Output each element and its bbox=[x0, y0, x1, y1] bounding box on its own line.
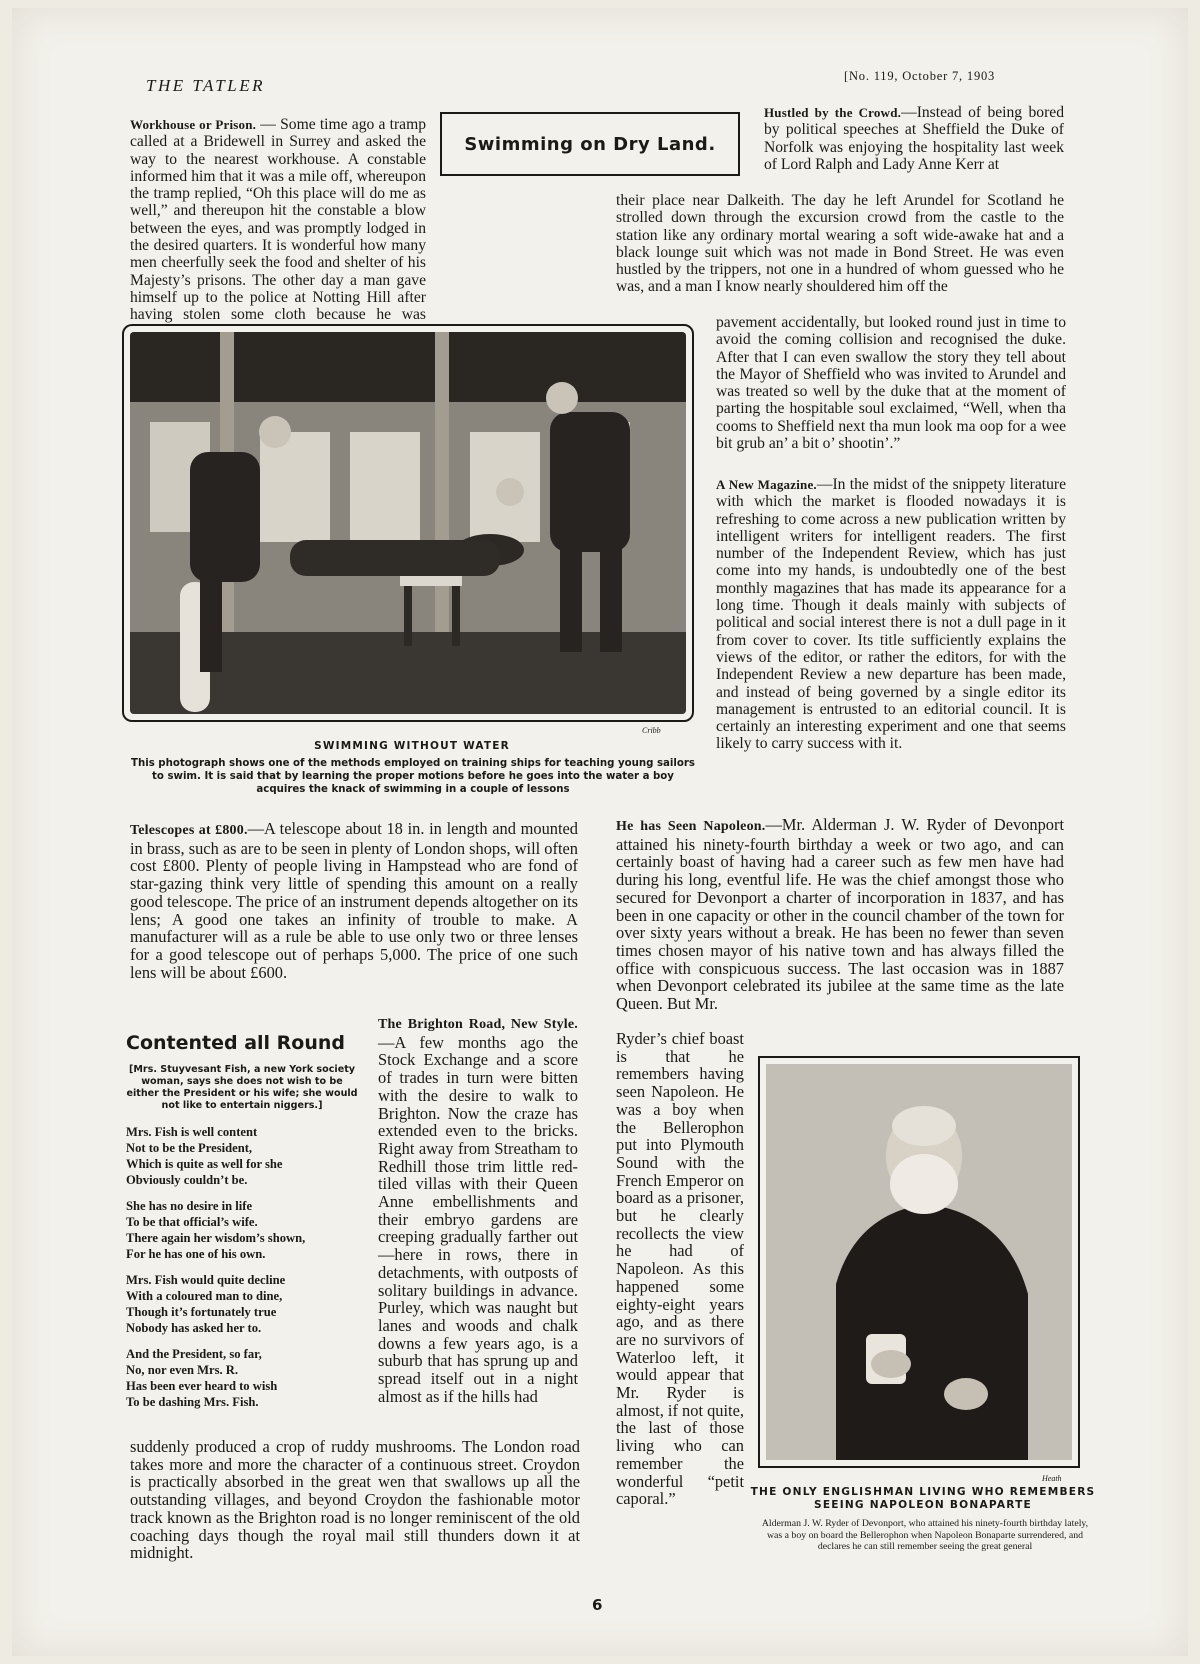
swimming-photo bbox=[130, 332, 686, 714]
hustled-text-top: —Instead of being bored by political speeches at Sheffield the Duke of Norfolk was enjoying the hospitality last week of Lord Ralph and Lady Anne Kerr at bbox=[764, 104, 1064, 173]
hustled-narrow: pavement accidentally, but looked round just in time to avoid the coming collision and recognised the duke. After that I can even swallow the story they tell about the Mayor of Sheffield who was invited to Arundel and was treated so well by the duke that at the moment of parting the hospitable soul exclaimed, “Well, when tha cooms to Sheffield next tha mun look ma oop for a wee bit grub an’ a bit o’ shootin’.” bbox=[716, 314, 1066, 453]
workhouse-runin: Workhouse or Prison. bbox=[130, 117, 257, 132]
napoleon-runin: He has Seen Napoleon. bbox=[616, 819, 766, 834]
magazine-runin: A New Magazine. bbox=[716, 477, 817, 492]
poem-line: There again her wisdom’s shown, bbox=[126, 1231, 306, 1245]
poem-title: Contented all Round bbox=[126, 1032, 346, 1054]
page-number: 6 bbox=[592, 1596, 603, 1614]
poem-stanzas bbox=[126, 1124, 358, 1410]
headline-box bbox=[440, 112, 740, 176]
photo2-caption-body: Alderman J. W. Ryder of Devonport, who attained his ninety-fourth birthday lately, was a boy on board the Bellerophon when Napoleon Bonaparte surrendered, and declares he can still remember seeing the great general bbox=[761, 1518, 1089, 1553]
magazine-paragraph bbox=[716, 476, 1066, 753]
poem-line: To be dashing Mrs. Fish. bbox=[126, 1395, 259, 1409]
poem-line: Has been ever heard to wish bbox=[126, 1379, 278, 1393]
poem-line: To be that official’s wife. bbox=[126, 1215, 258, 1229]
poem-line: For he has one of his own. bbox=[126, 1247, 266, 1261]
swimming-illustration bbox=[130, 332, 686, 714]
masthead: THE TATLER bbox=[146, 76, 265, 95]
poem-note: [Mrs. Stuyvesant Fish, a new York society woman, says she does not wish to be either the President or his wife; she would not like to entertain niggers.] bbox=[126, 1064, 358, 1111]
poem-line: No, nor even Mrs. R. bbox=[126, 1363, 239, 1377]
poem-line: Obviously couldn’t be. bbox=[126, 1173, 248, 1187]
napoleon-text: —Mr. Alderman J. W. Ryder of Devonport attained his ninety-fourth birthday a week or two ago, and can certainly boast of having had a career such as few men have had during his long, eventful life. He was the chief amongst those who secured for Devonport a charter of incorporation in 1837, and has been in one capacity or other in the council chamber of the town for over sixty years without a break. He has been no fewer than seven times chosen mayor of his native town and has always filled the office with conspicuous success. The last occasion was in 1887 when Devonport celebrated its jubilee at the same time as the late Queen. But Mr. bbox=[616, 815, 1065, 1014]
headline: Swimming on Dry Land. bbox=[464, 133, 716, 155]
brighton-text: —A few months ago the Stock Exchange and a score of trades in turn were bitten with the desire to walk to Brighton. Now the craze has extended even to the bricks. Right away from Streatham to Redhill those trim little red-tiled villas with their Queen Anne embellishments and their embryo gardens are creeping gradually farther out—here in rows, there in detachments, with outposts of solitary buildings in advance. Purley, which was naught but lanes and woods and chalk downs a few years ago, is a suburb that has sprung up and spread itself out in a night almost as if the hills had bbox=[378, 1032, 578, 1406]
poem-line: She has no desire in life bbox=[126, 1199, 253, 1213]
photo-frame-swimming bbox=[122, 324, 694, 722]
napoleon-narrow: Ryder’s chief boast is that he remembers having seen Napoleon. He was a boy when the Bellerophon put into Plymouth Sound with the French Emperor on board as a prisoner, but he clearly recollects the view he had of Napoleon. As this happened some eighty-eight years ago, and as there are no survivors of Waterloo left, it would appear that Mr. Ryder is almost, if not quite, the last of those living who can remember the wonderful “petit caporal.” bbox=[616, 1029, 744, 1509]
photo2-caption-title: THE ONLY ENGLISHMAN LIVING WHO REMEMBERS SEEING NAPOLEON BONAPARTE bbox=[750, 1486, 1096, 1511]
poem-line: Nobody has asked her to. bbox=[126, 1321, 262, 1335]
photo1-credit: Cribb bbox=[642, 726, 661, 735]
poem-line: Mrs. Fish would quite decline bbox=[126, 1273, 286, 1287]
brighton-paragraph bbox=[378, 1014, 578, 1405]
ryder-portrait bbox=[766, 1064, 1072, 1460]
poem-stanza bbox=[126, 1198, 358, 1262]
napoleon-paragraph bbox=[616, 816, 1064, 1013]
poem-stanza bbox=[126, 1124, 358, 1188]
brighton-wide: suddenly produced a crop of ruddy mushrooms. The London road takes more and more the character of a continuous street. Croydon is practically absorbed in the great wen that swallows up all the outstanding villages, and beyond Croydon the fashionable motor track known as the Brighton road is no longer reminiscent of the old coaching days though the royal mail still thunders down it at midnight. bbox=[130, 1437, 580, 1563]
issue-line: [No. 119, October 7, 1903 bbox=[844, 69, 996, 83]
poem-line: Which is quite as well for she bbox=[126, 1157, 283, 1171]
photo1-caption-body: This photograph shows one of the methods employed on training ships for teaching young sailors to swim. It is said that by learning the proper motions before he goes into the water a boy acquires the knack of swimming in a couple of lessons bbox=[131, 758, 695, 795]
hustled-top bbox=[764, 104, 1064, 173]
magazine-page bbox=[12, 8, 1188, 1656]
poem-stanza bbox=[126, 1272, 358, 1336]
magazine-text: —In the midst of the snippety literature with which the market is flooded nowadays it is refreshing to come across a new publication written by intelligent writers for intelligent readers. The first number of the Independent Review, which has just come into my hands, is undoubtedly one of the best monthly magazines that has made its appearance for a long time. Though it deals mainly with subjects of political and social interest there is not a dull page in it from cover to cover. Its title sufficiently explains the views of the editor, or rather the editors, for with the Independent Review a new departure has been made, and instead of being governed by a single editor its management is entrusted to an editorial council. It is certainly an interesting experiment and one that seems likely to carry success with it. bbox=[716, 476, 1067, 753]
photo2-credit: Heath bbox=[1042, 1474, 1062, 1483]
photo-frame-ryder bbox=[758, 1056, 1080, 1468]
photo1-caption-title: SWIMMING WITHOUT WATER bbox=[314, 740, 510, 752]
poem-stanza bbox=[126, 1346, 358, 1410]
hustled-runin: Hustled by the Crowd. bbox=[764, 105, 902, 120]
workhouse-paragraph bbox=[130, 116, 426, 341]
telescopes-paragraph bbox=[130, 820, 578, 981]
poem-line: And the President, so far, bbox=[126, 1347, 262, 1361]
poem-line: Mrs. Fish is well content bbox=[126, 1125, 258, 1139]
brighton-runin: The Brighton Road, New Style. bbox=[378, 1017, 578, 1032]
telescopes-text: —A telescope about 18 in. in length and mounted in brass, such as are to be seen in plenty of London shops, will often cost £800. Plenty of people living in Hampstead who are fond of star-gazing think very little of spending this amount on a really good telescope. The price of an instrument depends altogether on its lens; A good one takes an infinity of trouble to make. A manufacturer will as a rule be able to use only two or three lenses for a good telescope out of perhaps 5,000. The price of one such lens will be about £600. bbox=[130, 819, 578, 982]
poem-line: With a coloured man to dine, bbox=[126, 1289, 283, 1303]
workhouse-text: — Some time ago a tramp called at a Bridewell in Surrey and asked the way to the nearest workhouse. A constable informed him that it was a mile off, whereupon the tramp replied, “Oh this place will do me as well,” and thereupon hit the constable a blow between the eyes, and was promptly lodged in the desired quarters. It is wonderful how many men cheerfully seek the food and shelter of his Majesty’s prisons. The other day a man gave himself up to the police at Notting Hill after having stolen some cloth because he was bbox=[130, 116, 426, 324]
poem-line: Not to be the President, bbox=[126, 1141, 253, 1155]
poem-line: Though it’s fortunately true bbox=[126, 1305, 277, 1319]
poem-block bbox=[126, 1032, 358, 1420]
hustled-wide: their place near Dalkeith. The day he left Arundel for Scotland he strolled down through the excursion crowd from the castle to the station like any ordinary mortal wearing a soft wide-awake hat and a black lounge suit which was not made in Bond Street. He was even hustled by the trippers, not one in a hundred of whom guessed who he was, and a man I know nearly shouldered him off the bbox=[616, 192, 1064, 296]
telescopes-runin: Telescopes at £800. bbox=[130, 823, 248, 838]
